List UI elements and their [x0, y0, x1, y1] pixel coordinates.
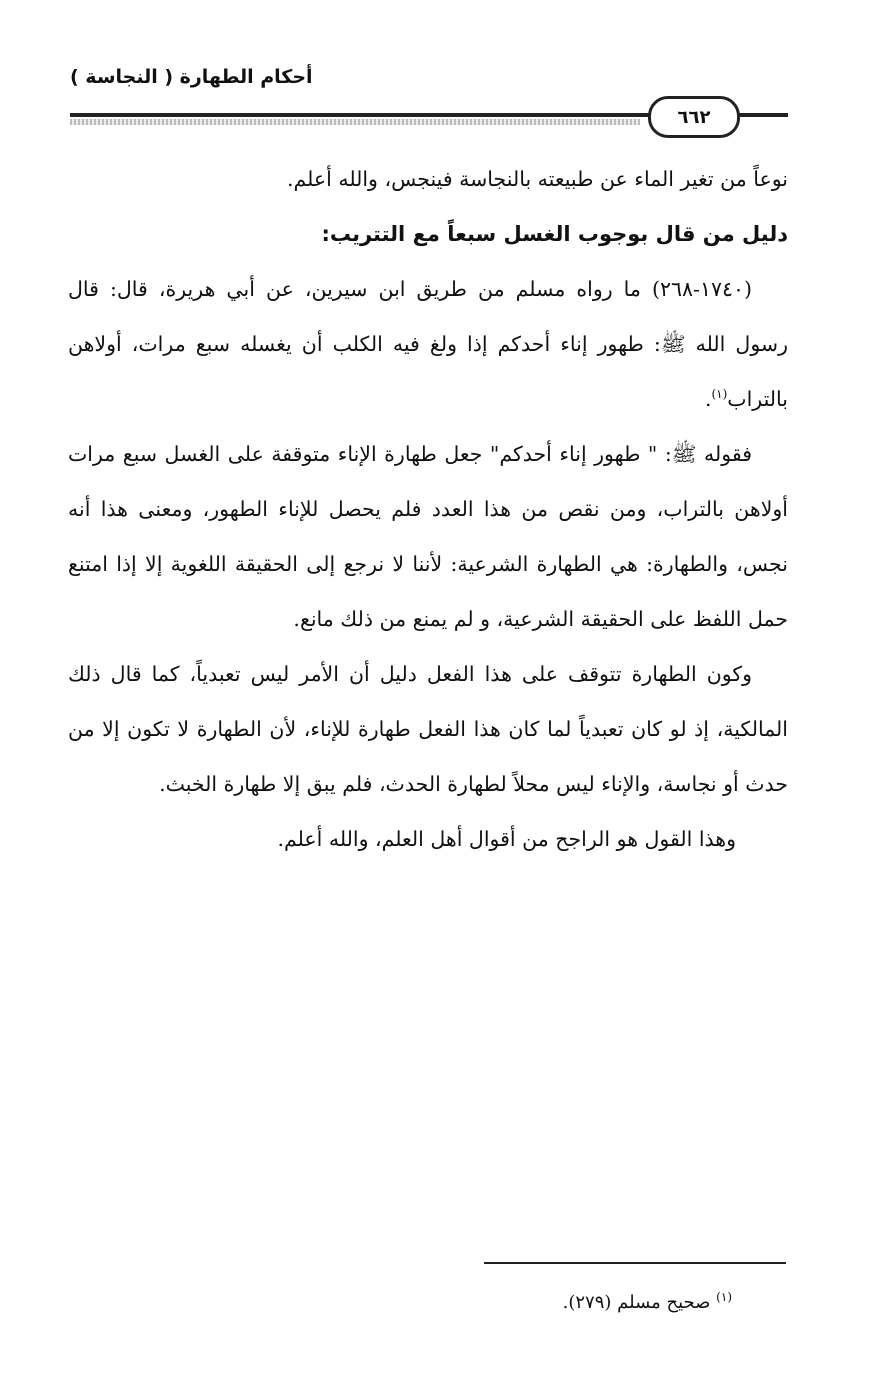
commentary-paragraph: فقوله ﷺ: " طهور إناء أحدكم" جعل طهارة الإناء متوقفة على الغسل سبع مرات أولاهن بالتراب، ومن نقص من هذا العدد فلم يحصل للإناء الطهور، ومعنى هذا أنه نجس، والطهارة: هي الطهارة الشرعية: لأننا لا نرجع إلى الحقيقة اللغوية إلا إذا امتنع حمل اللفظ على الحقيقة الشرعية، و لم يمنع من ذلك مانع.: [68, 442, 788, 631]
hadith-end: .: [704, 387, 712, 411]
page-number: ٦٦٢: [648, 96, 740, 138]
footnote-text: صحيح مسلم (٢٧٩).: [562, 1292, 717, 1313]
section-heading: دليل من قال بوجوب الغسل سبعاً مع التتريب:: [321, 222, 788, 246]
header-rule-shadow: [70, 119, 640, 125]
footnote-ref: (١): [711, 387, 728, 402]
paragraph-continued: نوعاً من تغير الماء عن طبيعته بالنجاسة فينجس، والله أعلم.: [286, 167, 788, 191]
footnote-number: (١): [716, 1290, 732, 1304]
hadith-text: (١٧٤٠-٢٦٨) ما رواه مسلم من طريق ابن سيرين، عن أبي هريرة، قال: قال رسول الله ﷺ: طهور إناء أحدكم إذا ولغ فيه الكلب أن يغسله سبع مرات، أولاهن بالتراب: [68, 277, 788, 411]
body-text: [68, 152, 788, 867]
footnote-rule: [484, 1262, 786, 1264]
argument-paragraph: وكون الطهارة تتوقف على هذا الفعل دليل أن الأمر ليس تعبدياً، كما قال ذلك المالكية، إذ لو كان تعبدياً لما كان هذا الفعل طهارة للإناء، لأن الطهارة لا تكون إلا من حدث أو نجاسة، والإناء ليس محلاً لطهارة الحدث، فلم يبق إلا طهارة الخبث.: [68, 662, 788, 796]
footnote: [300, 1292, 732, 1313]
hadith-paragraph: [68, 262, 788, 427]
running-header-title: أحكام الطهارة ( النجاسة ): [70, 66, 313, 88]
conclusion-paragraph: وهذا القول هو الراجح من أقوال أهل العلم، والله أعلم.: [277, 827, 736, 851]
